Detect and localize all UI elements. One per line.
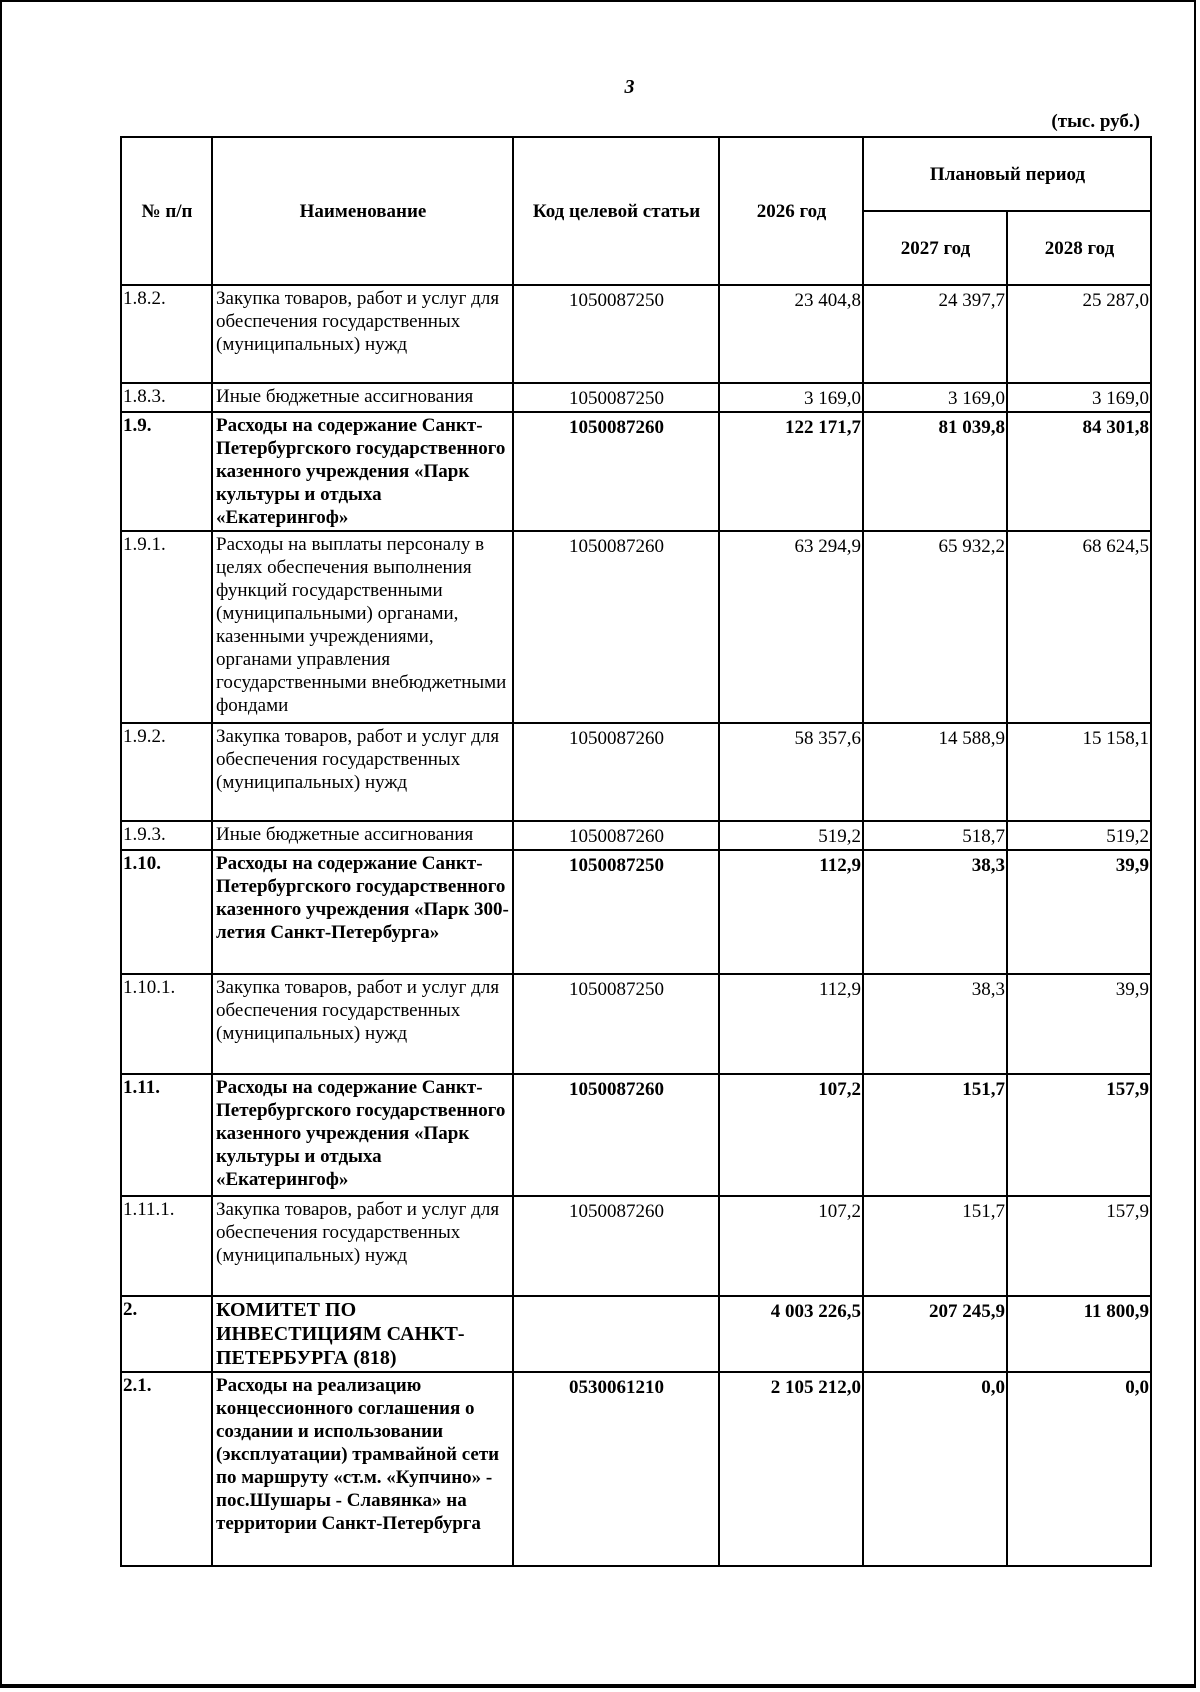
table-row	[121, 1196, 1151, 1296]
row-code: 1050087260	[513, 412, 719, 531]
row-value-2027: 24 397,7	[863, 285, 1007, 383]
table-row	[121, 383, 1151, 412]
row-name: Иные бюджетные ассигнования	[212, 383, 513, 412]
row-name: Закупка товаров, работ и услуг для обеспечения государственных (муниципальных) нужд	[212, 974, 513, 1074]
row-value-2027: 81 039,8	[863, 412, 1007, 531]
row-value-2026: 23 404,8	[719, 285, 863, 383]
table-row	[121, 1372, 1151, 1566]
row-value-2027: 151,7	[863, 1074, 1007, 1196]
row-value-2026: 3 169,0	[719, 383, 863, 412]
table-row	[121, 412, 1151, 531]
row-value-2026: 519,2	[719, 821, 863, 850]
row-value-2028: 157,9	[1007, 1196, 1151, 1296]
row-code: 1050087250	[513, 850, 719, 974]
row-value-2026: 4 003 226,5	[719, 1296, 863, 1372]
row-num: 1.8.3.	[121, 383, 212, 412]
row-code: 1050087250	[513, 285, 719, 383]
row-value-2027: 65 932,2	[863, 531, 1007, 723]
header-2027: 2027 год	[863, 211, 1007, 285]
table-body	[121, 285, 1151, 1566]
row-value-2027: 14 588,9	[863, 723, 1007, 821]
unit-label: (тыс. руб.)	[1051, 111, 1140, 132]
row-value-2028: 0,0	[1007, 1372, 1151, 1566]
page-number: 3	[624, 76, 635, 98]
row-value-2026: 107,2	[719, 1196, 863, 1296]
row-value-2027: 38,3	[863, 974, 1007, 1074]
header-2028: 2028 год	[1007, 211, 1151, 285]
table-row	[121, 974, 1151, 1074]
row-code: 1050087250	[513, 383, 719, 412]
row-value-2026: 58 357,6	[719, 723, 863, 821]
row-value-2028: 39,9	[1007, 850, 1151, 974]
header-2026: 2026 год	[719, 137, 863, 285]
header-row	[121, 137, 1151, 211]
row-value-2028: 39,9	[1007, 974, 1151, 1074]
table-row	[121, 1074, 1151, 1196]
row-value-2026: 112,9	[719, 850, 863, 974]
row-num: 1.8.2.	[121, 285, 212, 383]
row-name: Расходы на реализацию концессионного соглашения о создании и использовании (эксплуатации) трамвайной сети по маршруту «ст.м. «Купчино» - пос.Шушары - Славянка» на территории Санкт-Петербурга	[212, 1372, 513, 1566]
row-value-2027: 0,0	[863, 1372, 1007, 1566]
row-name: Расходы на содержание Санкт-Петербургского государственного казенного учреждения «Парк 300-летия Санкт-Петербурга»	[212, 850, 513, 974]
row-value-2028: 519,2	[1007, 821, 1151, 850]
row-code: 1050087260	[513, 531, 719, 723]
row-code: 1050087260	[513, 1074, 719, 1196]
row-value-2028: 25 287,0	[1007, 285, 1151, 383]
table-row	[121, 531, 1151, 723]
row-code: 1050087260	[513, 1196, 719, 1296]
budget-table	[120, 136, 1152, 1567]
row-value-2028: 157,9	[1007, 1074, 1151, 1196]
row-num: 1.9.1.	[121, 531, 212, 723]
row-value-2028: 3 169,0	[1007, 383, 1151, 412]
row-value-2026: 107,2	[719, 1074, 863, 1196]
row-name: КОМИТЕТ ПО ИНВЕСТИЦИЯМ САНКТ-ПЕТЕРБУРГА (818)	[212, 1296, 513, 1372]
row-num: 2.1.	[121, 1372, 212, 1566]
row-name: Закупка товаров, работ и услуг для обеспечения государственных (муниципальных) нужд	[212, 723, 513, 821]
row-value-2028: 68 624,5	[1007, 531, 1151, 723]
row-num: 1.11.1.	[121, 1196, 212, 1296]
row-name: Расходы на содержание Санкт-Петербургского государственного казенного учреждения «Парк культуры и отдыха «Екатерингоф»	[212, 412, 513, 531]
row-name: Закупка товаров, работ и услуг для обеспечения государственных (муниципальных) нужд	[212, 1196, 513, 1296]
row-value-2028: 15 158,1	[1007, 723, 1151, 821]
row-value-2028: 84 301,8	[1007, 412, 1151, 531]
row-code: 1050087250	[513, 974, 719, 1074]
row-value-2026: 63 294,9	[719, 531, 863, 723]
row-name: Расходы на выплаты персоналу в целях обеспечения выполнения функций государственными (муниципальными) органами, казенными учреждениями, органами управления государственными внебюджетными фондами	[212, 531, 513, 723]
row-num: 1.9.	[121, 412, 212, 531]
row-code: 0530061210	[513, 1372, 719, 1566]
row-name: Иные бюджетные ассигнования	[212, 821, 513, 850]
row-value-2027: 207 245,9	[863, 1296, 1007, 1372]
header-num: № п/п	[121, 137, 212, 285]
header-planned-period: Плановый период	[863, 137, 1151, 211]
row-value-2027: 151,7	[863, 1196, 1007, 1296]
row-num: 2.	[121, 1296, 212, 1372]
row-num: 1.10.	[121, 850, 212, 974]
table-row	[121, 850, 1151, 974]
row-value-2026: 2 105 212,0	[719, 1372, 863, 1566]
table-row	[121, 821, 1151, 850]
row-num: 1.9.2.	[121, 723, 212, 821]
row-value-2027: 3 169,0	[863, 383, 1007, 412]
header-code: Код целевой статьи	[513, 137, 719, 285]
header-name: Наименование	[212, 137, 513, 285]
row-name: Закупка товаров, работ и услуг для обеспечения государственных (муниципальных) нужд	[212, 285, 513, 383]
table-row	[121, 723, 1151, 821]
row-code: 1050087260	[513, 723, 719, 821]
row-num: 1.11.	[121, 1074, 212, 1196]
row-value-2027: 518,7	[863, 821, 1007, 850]
table-row	[121, 1296, 1151, 1372]
row-code: 1050087260	[513, 821, 719, 850]
row-num: 1.9.3.	[121, 821, 212, 850]
row-value-2027: 38,3	[863, 850, 1007, 974]
row-value-2028: 11 800,9	[1007, 1296, 1151, 1372]
row-code	[513, 1296, 719, 1372]
row-value-2026: 122 171,7	[719, 412, 863, 531]
row-num: 1.10.1.	[121, 974, 212, 1074]
row-name: Расходы на содержание Санкт-Петербургского государственного казенного учреждения «Парк культуры и отдыха «Екатерингоф»	[212, 1074, 513, 1196]
table-row	[121, 285, 1151, 383]
row-value-2026: 112,9	[719, 974, 863, 1074]
